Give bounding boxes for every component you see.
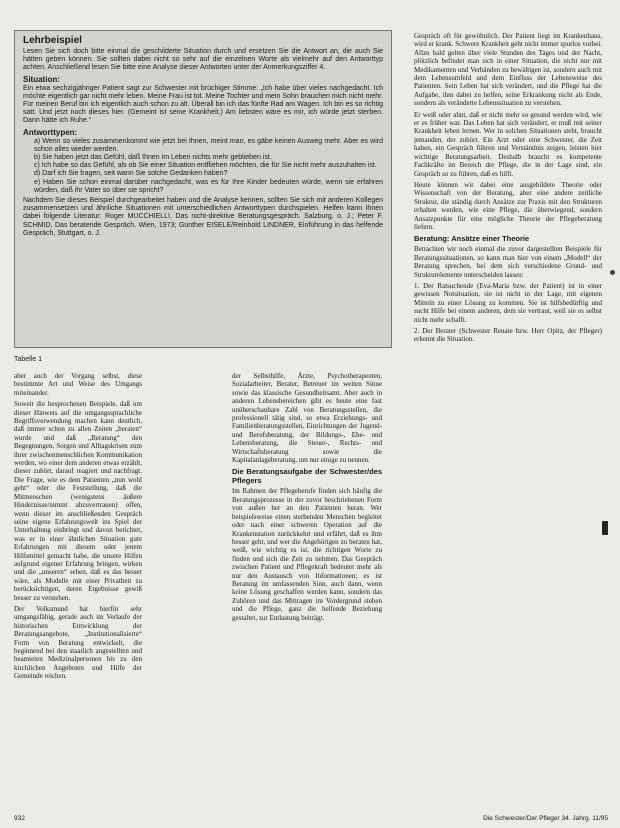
answer-item: c) Ich habe so das Gefühl, als ob Sie einer Situation entfliehen möchten, die für Sie nicht mehr auszuhalten ist. xyxy=(34,162,377,170)
list-item: 1. Der Ratsuchende (Eva-Maria bzw. der Patient) ist in einer gewissen Notsituation, sie ist nicht in der Lage, mit eigenen Mitteln zu einer Lösung zu kommen. Sie ist hilfsbedürftig und sucht Hilfe bei einem anderen, dem sie vertraut, weil sie es selbst nicht mehr schafft. xyxy=(414,281,602,324)
answer-list xyxy=(23,138,383,195)
margin-mark xyxy=(602,521,608,535)
paragraph: Im Rahmen der Pflegeberufe finden sich häufig die Beratungsprozesse in der zuvor beschriebenen Form von außen her an den Patienten heran. Wer beispielsweise einen sterbenden Menschen begleitet oder nach einer schweren Operation auf die Krankenstation zurückkehrt und erfährt, daß es ihm besser geht, und wer die Angehörigen zu beraten hat, weiß, wie wichtig es ist, die richtigen Worte zu finden und sich die Zeit zu nehmen. Das Gespräch zwischen Patient und Pflegekraft bedeutet mehr als nur den Austausch von Informationen; es ist Beratung im umfassenden Sinn, auch dann, wenn keine Lösung geschaffen werden kann, sondern das Zuhören und das Mittragen im Vordergrund stehen und die Pflege, ganz die helfende Beziehung gestaltet, zur Entlastung beiträgt. xyxy=(232,487,382,622)
paragraph: aber auch der Vorgang selbst, diese bestimmte Art und Weise des Umgangs miteinander. xyxy=(14,372,142,397)
paragraph: Soweit die besprochenen Beispiele, daß um dieser Hinweis auf die umgangssprachliche Begriffsverwendung machen kann deutlich, daß immer schon zu allen Zeiten „beraten“ wurde und daß „Beratung“ den Begegnungen, Sorgen und Alltagskrisen zum ihrer zwischenmenschlichen Kommunikation werden, wo einer dem anderen etwas erzählt, dieser zuhört, darauf reagiert und nachfragt. Die Frage, wie es dem Patienten „nun wohl geht“ oder die Feststellung, daß die Mitmenschen (wenigstens äußere Hindernisse/nimmt abzuvertrauen) offen, wenn dieser im anschließenden Gespräch seine eigene Erfahrungswelt ins Spiel der Unterhaltung einbringt und davon berichtet, was er in einer ähnlichen Situation gute Erfahrungen mit diesem oder jenem Hilfsmittel gemacht habe, die unsere Hilfen aufgrund eigener Erfahrung bringen, wirken und die „unseren“ sehen, daß es das besser wäre, als Modelle mit einer Privatheit zu berücksichtigen, deren Ergebnisse gewiß besser zu verstehen. xyxy=(14,400,142,602)
answer-item: a) Wenn so vieles zusammenkommt wie jetzt bei Ihnen, meint man, es gäbe keinen Ausweg mehr. Aber es wird schon alles wieder werden. xyxy=(34,137,383,153)
box-intro: Lesen Sie sich doch bitte einmal die geschilderte Situation durch und ersetzen Sie die Antwort an, die auch Sie hätten geben können. Sie sollten dabei nicht so sehr auf die einzelnen Worte als vielmehr auf den Antworttyp achten. Anschließend lesen Sie bitte eine Analyse dieser Antworten unter der Anmerkungsziffer 4. xyxy=(23,48,383,72)
example-box xyxy=(14,30,392,348)
journal-footer: Die Schwester/Der Pfleger 34. Jahrg. 11/95 xyxy=(483,815,608,822)
column-right xyxy=(414,32,602,800)
answers-label: Antworttypen: xyxy=(23,127,78,137)
paragraph: Er weiß oder ahnt, daß er nicht mehr so gesund werden wird, wie er es früher war. Das Leben hat sich verändert, er muß mit seiner Krankheit leben lernen. Wer in solchen Situationen steht, braucht jemanden, der zuhört. Ein Arzt oder eine Schwester, die Zeit haben, ein Gespräch führen und Verständnis zeigen, leisten hier wichtige Beratungsarbeit. Deshalb braucht es kompetente Fachkräfte im Bereich der Pflege, die in der Lage sind, ein Gespräch so zu führen, daß es hilft. xyxy=(414,110,602,178)
paragraph: Betrachten wir noch einmal die zuvor dargestellten Beispiele für Beratungssituationen, so kann man hier von einem „Modell“ der Beratung sprechen, bei dem sich verschiedene Grund- und Strukturelemente unterscheiden lassen: xyxy=(414,245,602,279)
scan-spot xyxy=(610,270,615,275)
page-number: 932 xyxy=(14,815,25,822)
section-heading: Beratung: Ansätze einer Theorie xyxy=(414,234,530,244)
answer-item: d) Darf ich Sie fragen, seit wann Sie solche Gedanken haben? xyxy=(34,170,228,178)
column-left xyxy=(14,372,142,797)
situation-text: Ein etwa sechzigjähriger Patient sagt zur Schwester mit brüchiger Stimme: „Ich habe über vieles nachgedacht. Ich möchte eigentlich gar nicht mehr leben. Meine Frau ist tot. Meine Tochter und mein Sohn brauchen mich nicht mehr. Für meinen Beruf bin ich eigentlich auch schon zu alt. Überall bin ich das fünfte Rad am Wagen. Ich bin es so richtig satt. Und jetzt noch dieses hier. (Gemeint ist seine Krankheit.) Am liebsten wäre es mir, ich würde jetzt sterben. Dann hätte ich Ruhe.“ xyxy=(23,84,383,125)
list-item: 2. Der Berater (Schwester Renate bzw. Herr Opitz, der Pfleger) erkennt die Situation. xyxy=(414,327,602,344)
box-outro: Nachdem Sie dieses Beispiel durchgearbeitet haben und die Analyse kennen, sollten Sie sich mit anderen Kollegen zusammensetzen und ähnliche Situationen mit unterschiedlichen Antworttypen durchspielen. Helfen kann Ihnen dabei folgende Literatur: Roger MUCCHIELLI, Das nicht-direktive Beratungsgespräch. Salzburg, o. J.; Peter F. SCHMID, Das beratende Gespräch. Wien, 1973; Günther EISELE/Reinhold LINDNER, Einführung in das helfende Gespräch, Stuttgart, o. J. xyxy=(23,197,383,237)
table-caption: Tabelle 1 xyxy=(14,356,43,363)
paragraph: der Selbsthilfe, Ärzte, Psychotherapeuten, Sozialarbeiter, Berater, Betreuer im weiten Sinne sowie das klassische Gesundheitsamt. Aber auch in anderen Lebensbereichen gibt es heute eine fast unüberschaubare Zahl von Beratungsstellen, die professionell tätig sind, so etwa Erziehungs- und Familienberatungsstellen, Einrichtungen der Jugend- und Berufsberatung, der Bildungs-, Ehe- und Lebensberatung, die Steuer-, Rechts- und Wirtschaftsberatung sowie die Kapitalanlageberatung, um nur einige zu nennen. xyxy=(232,372,382,465)
box-title: Lehrbeispiel xyxy=(23,35,82,46)
situation-label: Situation: xyxy=(23,74,60,84)
section-heading: Die Beratungsaufgabe der Schwester/des Pflegers xyxy=(232,467,382,486)
answer-item: e) Haben Sie schon einmal darüber nachgedacht, was es für Ihre Kinder bedeuten würde, wenn sie erfahren würden, daß ihr Vater so über sie spricht? xyxy=(34,178,383,194)
paragraph: Der Volksmund hat hierfür sehr umgangsfähig, gerade auch im Verlaufe der historischen Entwicklung der Beratungsangebote, „Institutionalisierte“ Form von Beratung entwickelt, die beginnend bei den staatlich angestellten und beamteten Medizinalpersonen bis zu den kirchlichen Angeboten und Hilfe der Gemeinde reichen. xyxy=(14,604,142,681)
paragraph: Gespräch oft für gewöhnlich. Der Patient liegt im Krankenhaus, wird er krank. Schwere Krankheit geht nicht immer spurlos vorbei. Allzu bald gelten über viele Stunden des Tages und der Nacht, plötzlich befindet man sich in einer Situation, die nicht nur mit Medikamenten und Verbänden zu bewältigen ist, sondern auch mit dem Lebensumfeld und dem Einfluss der Lebensweise des Patienten. Sein Leben hat sich verändert, und die Pflege hat die Aufgabe, ihm dabei zu helfen, seine Erkrankung nicht als Ende, sondern als veränderte Lebenssituation zu verstehen. xyxy=(414,32,602,108)
paragraph: Heute können wir dabei eine ausgebildete Theorie oder Wissenschaft von der Beratung, aber eine andere zeitliche Struktur, die ständig durch Ansätze zur Praxis mit den Strukturen erhalten werden, wie eine Pflege, die überwiegend, sondern Ansatzpunkte für eine mögliche Theorie der Pflegeberatung liefern. xyxy=(414,180,602,231)
answer-item: b) Sie haben jetzt das Gefühl, daß Ihnen im Leben nichts mehr geblieben ist. xyxy=(34,154,272,162)
column-middle xyxy=(232,372,382,797)
numbered-list xyxy=(414,282,602,344)
